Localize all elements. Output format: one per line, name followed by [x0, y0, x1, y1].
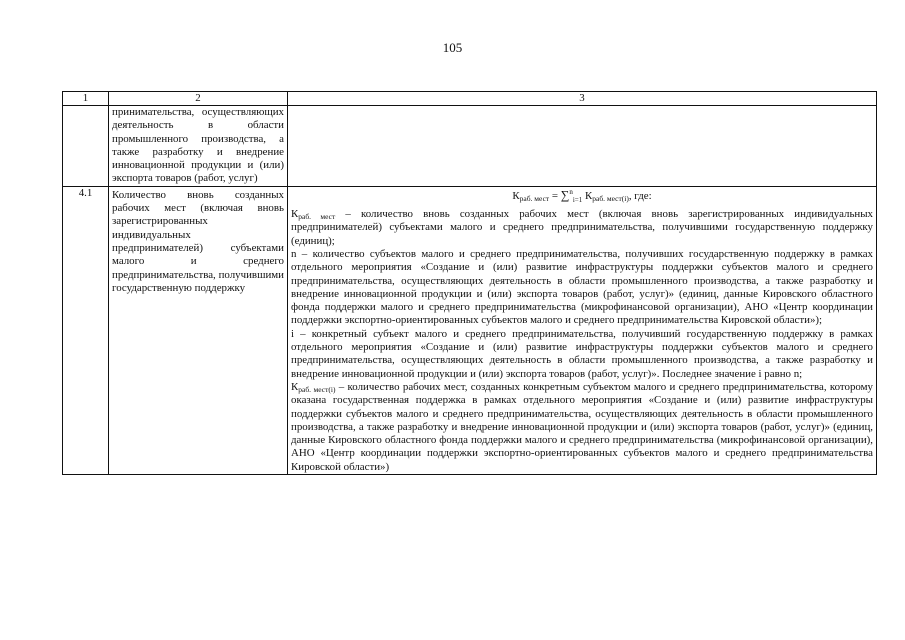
definition-symbol-subscript: раб. мест(i) [298, 384, 336, 394]
definition-k-rab-mest [291, 208, 873, 248]
row-number [63, 106, 109, 187]
table-header-row [63, 92, 877, 106]
header-col-3: 3 [288, 92, 877, 106]
header-col-1: 1 [63, 92, 109, 106]
page-number: 105 [442, 40, 463, 55]
definition-k-rab-mest-i [291, 381, 873, 474]
formula-rhs: К [584, 189, 593, 202]
definition-i [291, 328, 873, 381]
indicator-table [62, 91, 877, 475]
indicator-name: принимательства, осуществляющих деятельность в области промышленного производства, а также разработку и внедрение инновационной продукции и (или) экспорта товаров (работ, услуг) [109, 106, 288, 187]
formula [291, 189, 873, 204]
calculation-method [288, 106, 877, 187]
definition-symbol-subscript: раб. мест [298, 212, 336, 222]
indicator-name: Количество вновь созданных рабочих мест (включая вновь зарегистрированных индивидуальных предпринимателей) субъектами малого и среднего предпринимательства, получившими государственную поддержку [109, 186, 288, 474]
formula-tail: , где: [628, 189, 652, 202]
calculation-method [288, 186, 877, 474]
formula-lhs-subscript: раб. мест [519, 193, 550, 203]
header-col-2: 2 [109, 92, 288, 106]
definition-n [291, 248, 873, 328]
definition-symbol: i [291, 327, 295, 340]
formula-equals: = [549, 189, 561, 202]
definition-text: – конкретный субъект малого и среднего предпринимательства, получивший государственную поддержку в рамках отдельного мероприятия «Создание и (или) развитие инфраструктуры поддержки субъектов малого и среднего предпринимательства, осуществляющих деятельность в области промышленного производства, а также разработку и внедрение инновационной продукции и (или) экспорта товаров (работ, услуг)». Последнее значение i равно n; [291, 327, 873, 380]
definition-text: – количество вновь созданных рабочих мест (включая вновь зарегистрированных индивидуальных предпринимателей) субъектами малого и среднего предпринимательства, получившими государственную поддержку (единиц); [291, 208, 873, 247]
definition-symbol: К [291, 380, 299, 393]
definition-symbol: К [291, 208, 299, 221]
definition-text: – количество рабочих мест, созданных конкретным субъектом малого и среднего предпринимательства, которому оказана государственная поддержка в рамках отдельного мероприятия «Создание и (или) развитие инфраструктуры поддержки субъектов малого и среднего предпринимательства, осуществляющих деятельность в области промышленного производства, а также разработку и внедрение инновационной продукции и (или) экспорта товаров (работ, услуг)» (единиц, данные Кировского областного фонда поддержки малого и среднего предпринимательства (микрофинансовой организации), АНО «Центр координации поддержки экспортно-ориентированных субъектов малого и среднего предпринимательства Кировской области») [291, 380, 873, 473]
table-row [63, 186, 877, 474]
sum-upper-limit: n [569, 187, 573, 196]
sum-lower-limit: i=1 [572, 195, 583, 204]
definition-symbol: n [291, 247, 297, 260]
sum-symbol: ∑ [560, 187, 570, 202]
table-row [63, 106, 877, 187]
formula-lhs: К [512, 189, 520, 202]
definition-text: – количество субъектов малого и среднего предпринимательства, получивших государственную поддержку в рамках отдельного мероприятия «Создание и (или) развитие инфраструктуры поддержки субъектов малого и среднего предпринимательства, осуществляющих деятельность в области промышленного производства, а также разработку и внедрение инновационной продукции и (или) экспорта товаров (работ, услуг)» (единиц, данные Кировского областного фонда поддержки малого и среднего предпринимательства (микрофинансовой организации), АНО «Центр координации поддержки экспортно-ориентированных субъектов малого и среднего предпринимательства Кировской области»); [291, 247, 873, 327]
row-number: 4.1 [63, 186, 109, 474]
formula-rhs-subscript: раб. мест(i) [592, 193, 629, 203]
